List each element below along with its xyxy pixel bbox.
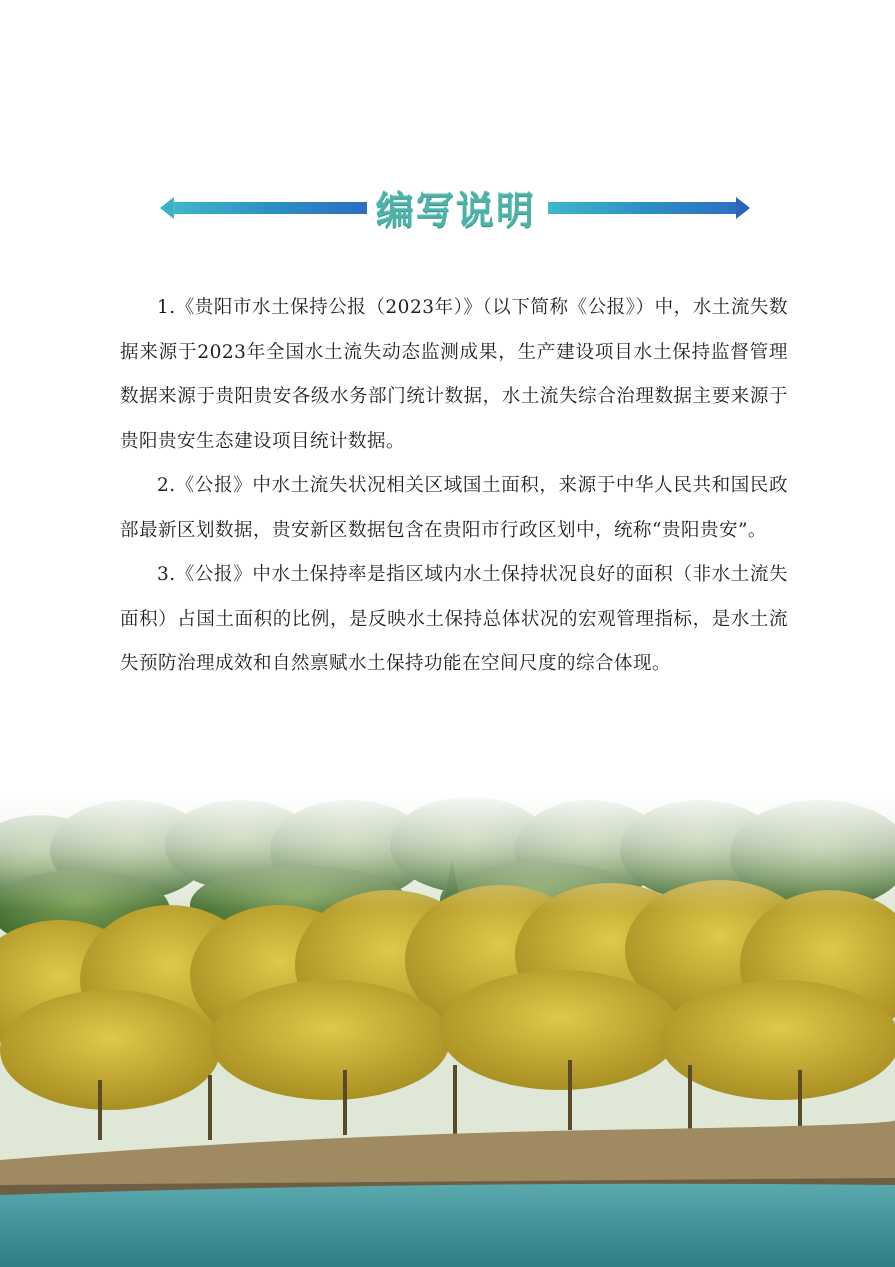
landscape-illustration (0, 790, 895, 1267)
notes-body (120, 286, 788, 687)
title-rule-right (548, 202, 738, 214)
title-banner (160, 180, 750, 236)
title-rule-left (172, 202, 367, 214)
arrow-right-icon (736, 197, 750, 219)
note-paragraph-3: 3.《公报》中水土保持率是指区域内水土保持状况良好的面积（非水土流失面积）占国土面积的比例，是反映水土保持总体状况的宏观管理指标，是水土流失预防治理成效和自然禀赋水土保持功能在空间尺度的综合体现。 (120, 564, 788, 674)
note-paragraph-1: 1.《贵阳市水土保持公报（2023年）》（以下简称《公报》）中，水土流失数据来源于2023年全国水土流失动态监测成果，生产建设项目水土保持监督管理数据来源于贵阳贵安各级水务部门统计数据，水土流失综合治理数据主要来源于贵阳贵安生态建设项目统计数据。 (120, 297, 788, 452)
landscape-photo (0, 790, 895, 1267)
page-title: 编写说明 (375, 189, 536, 233)
note-paragraph-2: 2.《公报》中水土流失状况相关区域国土面积，来源于中华人民共和国民政部最新区划数据，贵安新区数据包含在贵阳市行政区划中，统称“贵阳贵安”。 (120, 475, 788, 541)
